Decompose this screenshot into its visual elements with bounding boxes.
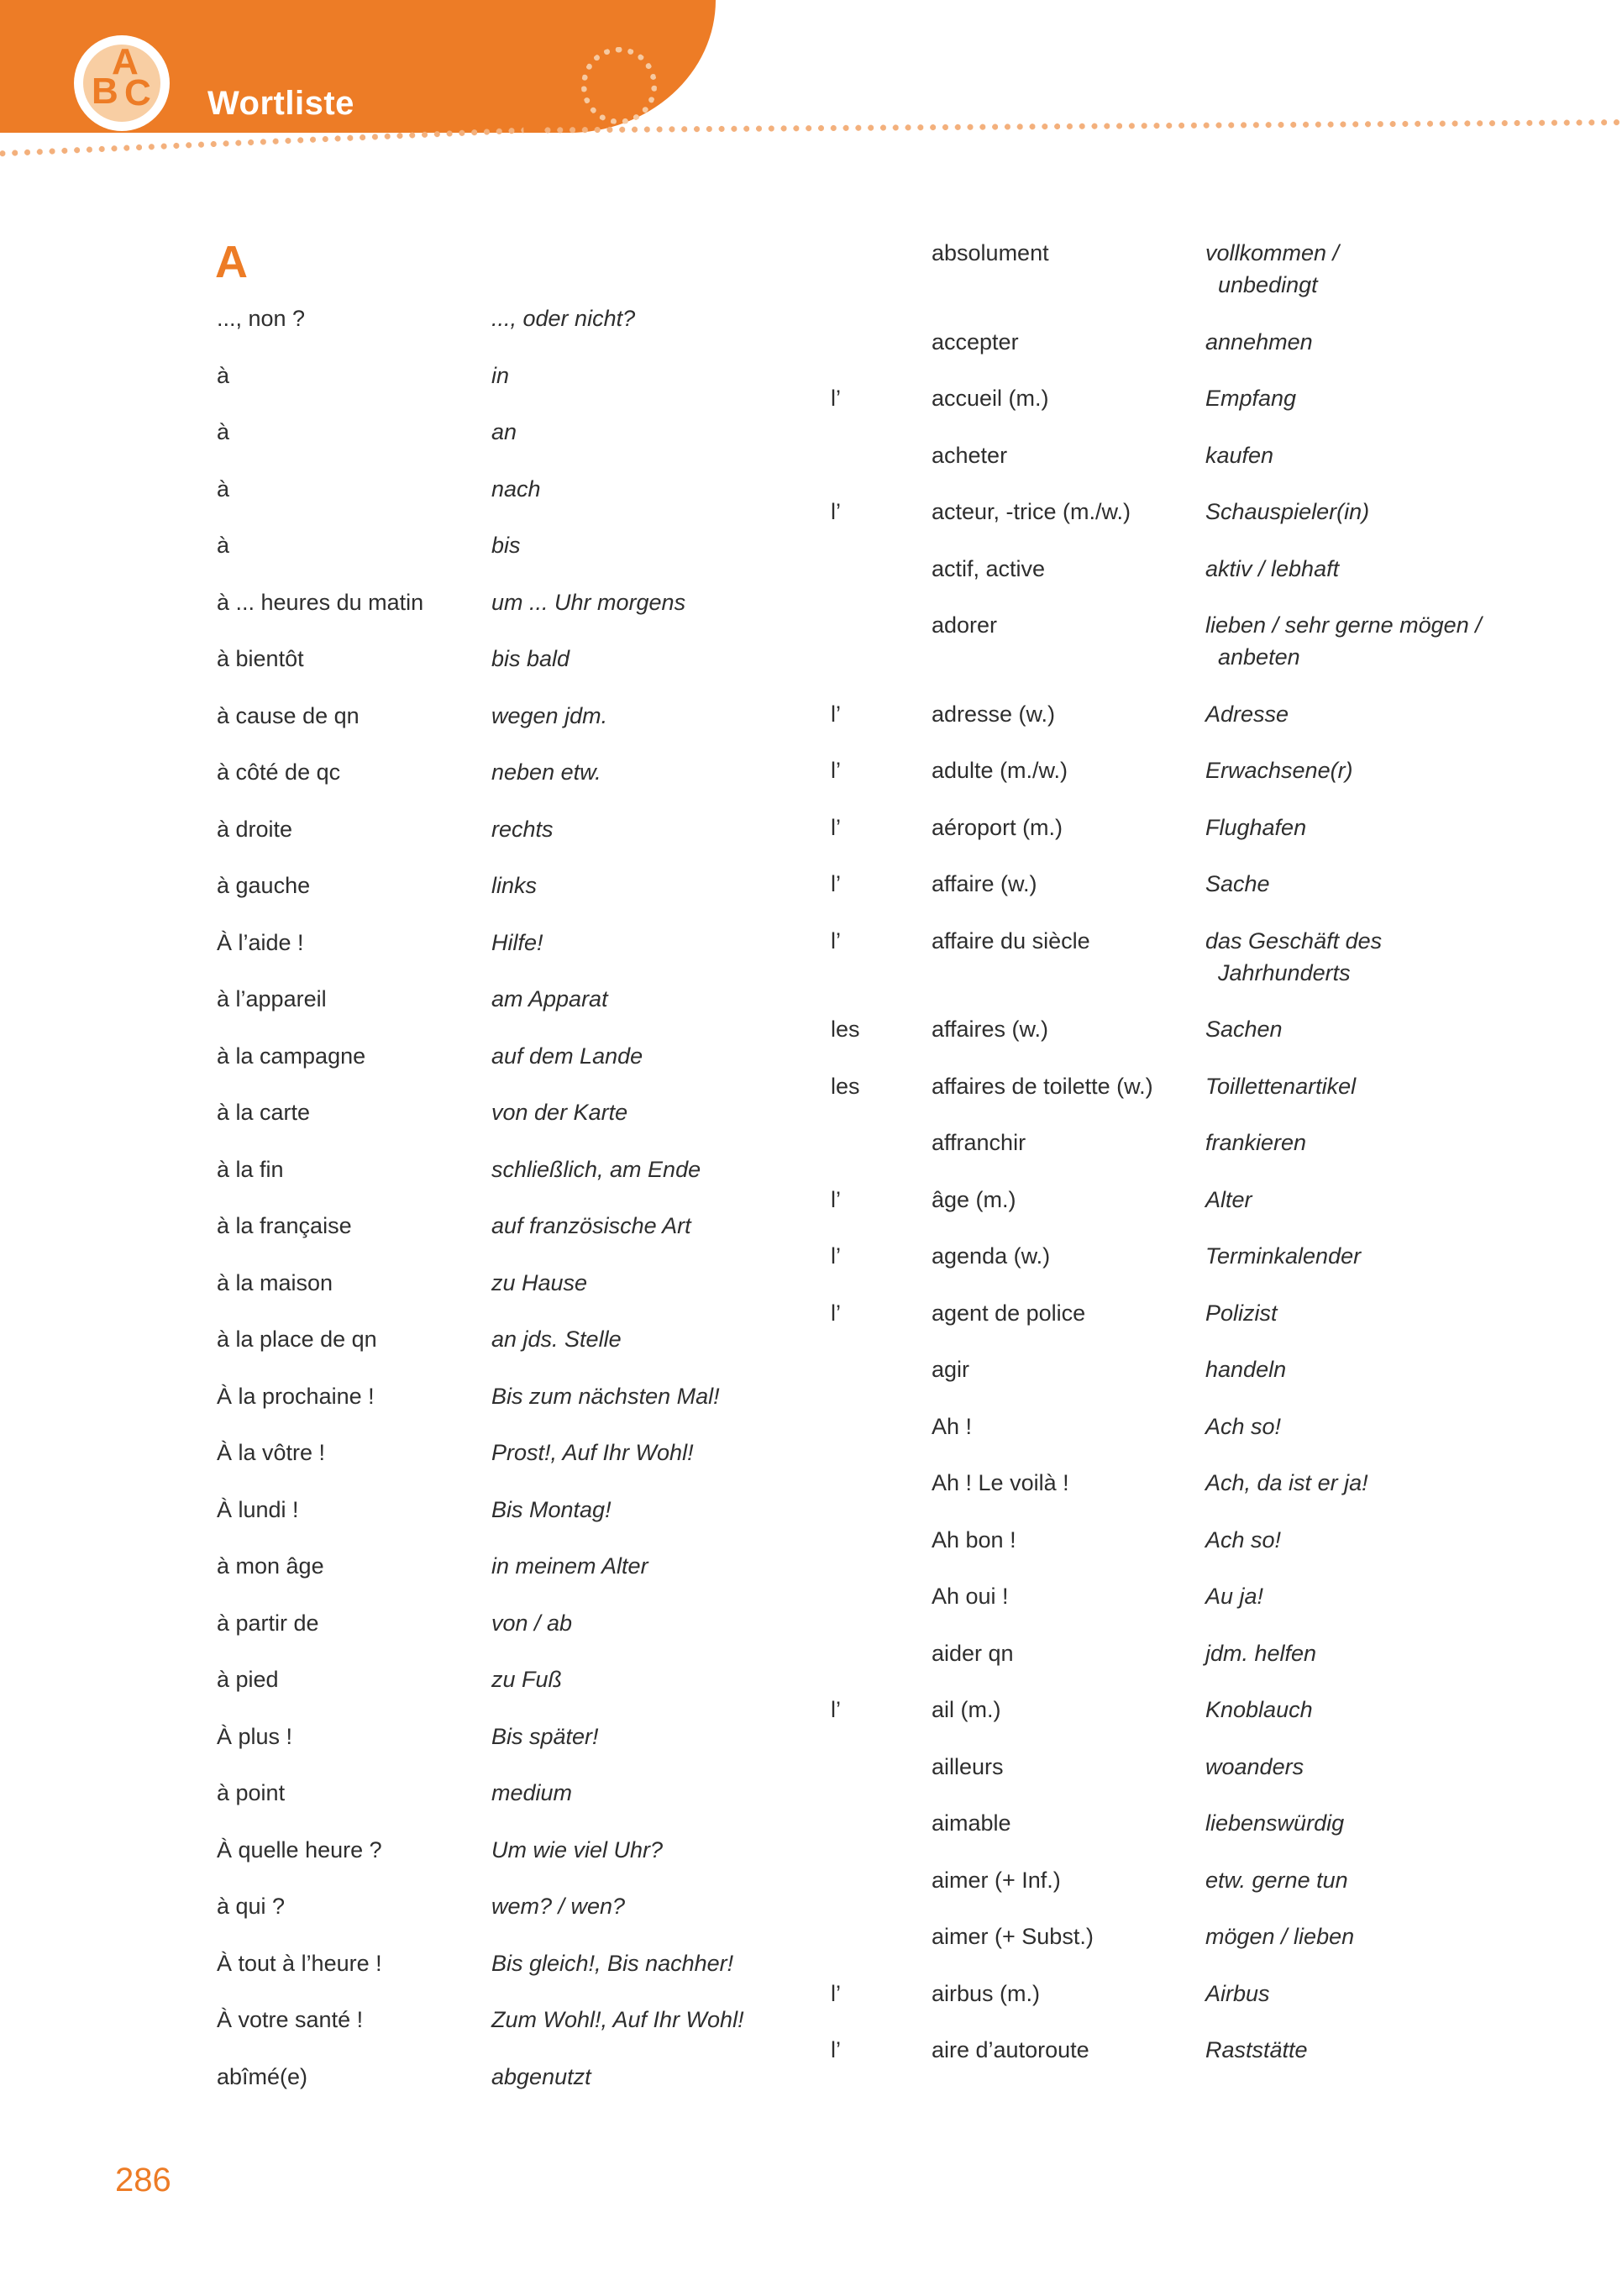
- french-term: À la prochaine !: [217, 1383, 375, 1409]
- vocab-row: [831, 1467, 1622, 1499]
- french-term: à droite: [217, 816, 293, 842]
- french-term: adorer: [932, 612, 998, 638]
- article-cell: l’: [831, 927, 841, 954]
- section-letter-heading: A: [215, 237, 248, 287]
- german-translation: ..., oder nicht?: [491, 306, 636, 331]
- french-term: affranchir: [932, 1130, 1026, 1155]
- german-translation: liebenswürdig: [1205, 1810, 1345, 1836]
- badge-letter-b: B: [92, 71, 118, 112]
- french-term: Ah oui !: [932, 1584, 1009, 1609]
- french-term: ..., non ?: [217, 306, 306, 331]
- article-cell: l’: [831, 758, 841, 783]
- german-translation: Bis gleich!, Bis nachher!: [491, 1950, 734, 1976]
- french-term: à gauche: [217, 873, 311, 898]
- german-translation: medium: [491, 1780, 573, 1805]
- german-translation: abgenutzt: [491, 2063, 591, 2089]
- vocab-row: [831, 1920, 1622, 1952]
- badge-letter-a: A: [112, 41, 139, 82]
- vocab-row: [217, 700, 813, 732]
- vocab-row: [217, 360, 813, 391]
- french-term: à bientôt: [217, 646, 304, 671]
- vocab-row: [831, 1751, 1622, 1783]
- vocab-row: [831, 754, 1622, 786]
- german-translation: neben etw.: [491, 759, 601, 785]
- vocab-row: [217, 1777, 813, 1809]
- french-term: affaires de toilette (w.): [932, 1073, 1153, 1099]
- german-translation: Bis Montag!: [491, 1496, 612, 1522]
- vocab-row: [831, 237, 1622, 301]
- german-translation: lieben / sehr gerne mögen / anbeten: [1205, 612, 1482, 670]
- vocab-row: [831, 1411, 1622, 1442]
- french-term: aimer (+ Subst.): [932, 1924, 1094, 1949]
- vocab-row: [217, 586, 813, 618]
- german-translation: frankieren: [1205, 1130, 1307, 1155]
- german-translation: bis: [491, 533, 521, 558]
- german-translation: wegen jdm.: [491, 702, 608, 728]
- vocab-row: [831, 1240, 1622, 1272]
- vocab-row: [217, 1721, 813, 1752]
- french-term: à la maison: [217, 1269, 333, 1295]
- german-translation: kaufen: [1205, 442, 1274, 468]
- german-translation: schließlich, am Ende: [491, 1156, 701, 1182]
- german-translation: Toillettenartikel: [1205, 1073, 1357, 1099]
- vocab-row: [831, 925, 1622, 989]
- german-translation: Raststätte: [1205, 2037, 1308, 2062]
- german-translation: Sache: [1205, 871, 1270, 896]
- article-cell: l’: [831, 499, 841, 524]
- german-translation: auf französische Art: [491, 1213, 691, 1238]
- french-term: abîmé(e): [217, 2063, 308, 2089]
- dotted-loop-icon: [581, 47, 657, 124]
- german-translation: Adresse: [1205, 701, 1289, 727]
- german-translation: das Geschäft des Jahrhunderts: [1205, 927, 1383, 985]
- vocab-row: [831, 1524, 1622, 1556]
- dotted-line-right: [542, 119, 1622, 134]
- german-translation: rechts: [491, 816, 554, 842]
- vocab-row: [217, 1096, 813, 1128]
- vocab-row: [831, 1580, 1622, 1612]
- french-term: agent de police: [932, 1300, 1086, 1326]
- german-translation: jdm. helfen: [1205, 1640, 1317, 1666]
- french-term: à: [217, 419, 230, 444]
- french-term: affaires (w.): [932, 1017, 1049, 1042]
- french-term: affaire (w.): [932, 871, 1037, 896]
- german-translation: woanders: [1205, 1753, 1304, 1779]
- german-translation: Flughafen: [1205, 814, 1307, 840]
- vocab-row: [831, 1070, 1622, 1102]
- french-term: à: [217, 533, 230, 558]
- french-term: actif, active: [932, 555, 1046, 581]
- vocab-row: [217, 1550, 813, 1582]
- vocab-row: [217, 1494, 813, 1526]
- french-term: À la vôtre !: [217, 1440, 326, 1465]
- german-translation: bis bald: [491, 646, 570, 671]
- german-translation: Um wie viel Uhr?: [491, 1836, 664, 1863]
- german-translation: handeln: [1205, 1357, 1287, 1382]
- vocab-row: [831, 326, 1622, 358]
- vocab-row: [217, 1607, 813, 1639]
- article-cell: l’: [831, 1243, 841, 1269]
- french-term: aimer (+ Inf.): [932, 1867, 1061, 1893]
- german-translation: Polizist: [1205, 1300, 1278, 1326]
- german-translation: Zum Wohl!, Auf Ihr Wohl!: [491, 2007, 744, 2032]
- french-term: À lundi !: [217, 1496, 299, 1522]
- german-translation: an: [491, 419, 517, 444]
- vocab-row: [217, 1267, 813, 1299]
- french-term: agir: [932, 1357, 970, 1382]
- article-cell: l’: [831, 814, 841, 840]
- german-translation: mögen / lieben: [1205, 1924, 1355, 1949]
- french-term: agenda (w.): [932, 1243, 1051, 1269]
- vocab-row: [831, 1297, 1622, 1329]
- vocab-row: [217, 2004, 813, 2036]
- german-translation: Knoblauch: [1205, 1697, 1313, 1722]
- vocab-row: [831, 2034, 1622, 2066]
- vocab-row: [831, 868, 1622, 900]
- german-translation: Ach so!: [1205, 1413, 1282, 1439]
- vocab-row: [831, 1864, 1622, 1896]
- german-translation: vollkommen / unbedingt: [1205, 240, 1340, 297]
- german-translation: in meinem Alter: [491, 1553, 648, 1579]
- vocab-row: [217, 1380, 813, 1412]
- vocab-row: [217, 643, 813, 675]
- vocab-row: [217, 756, 813, 788]
- article-cell: l’: [831, 1186, 841, 1212]
- vocab-row: [217, 927, 813, 959]
- vocab-row: [831, 1013, 1622, 1045]
- german-translation: Erwachsene(r): [1205, 758, 1353, 783]
- french-term: Ah bon !: [932, 1526, 1016, 1553]
- article-cell: les: [831, 1017, 860, 1042]
- vocab-row: [217, 1663, 813, 1695]
- french-term: airbus (m.): [932, 1980, 1041, 2006]
- german-translation: Ach so!: [1205, 1526, 1282, 1553]
- german-translation: links: [491, 873, 538, 898]
- german-translation: Prost!, Auf Ihr Wohl!: [491, 1440, 694, 1465]
- vocab-row: [831, 1353, 1622, 1385]
- vocab-row: [831, 1807, 1622, 1839]
- french-term: à la place de qn: [217, 1327, 377, 1352]
- vocab-row: [831, 609, 1622, 673]
- french-term: à cause de qn: [217, 702, 360, 728]
- french-term: acheter: [932, 442, 1008, 468]
- german-translation: aktiv / lebhaft: [1205, 555, 1340, 581]
- vocab-row: [831, 1127, 1622, 1159]
- german-translation: etw. gerne tun: [1205, 1867, 1348, 1893]
- vocab-column-left: [217, 302, 813, 2117]
- french-term: à la campagne: [217, 1043, 366, 1069]
- article-cell: l’: [831, 1697, 841, 1722]
- vocab-row: [831, 1694, 1622, 1726]
- vocab-row: [831, 698, 1622, 730]
- badge-letter-c: C: [124, 72, 151, 113]
- vocab-row: [831, 553, 1622, 585]
- french-term: à pied: [217, 1667, 279, 1692]
- french-term: à la carte: [217, 1100, 311, 1125]
- french-term: Ah ! Le voilà !: [932, 1470, 1069, 1495]
- article-cell: l’: [831, 701, 841, 727]
- french-term: adulte (m./w.): [932, 758, 1068, 783]
- vocab-row: [217, 1890, 813, 1922]
- vocab-row: [217, 529, 813, 561]
- german-translation: auf dem Lande: [491, 1043, 643, 1069]
- article-cell: l’: [831, 386, 841, 411]
- french-term: ail (m.): [932, 1697, 1001, 1722]
- german-translation: von der Karte: [491, 1100, 628, 1125]
- french-term: À plus !: [217, 1723, 293, 1749]
- vocab-row: [217, 870, 813, 901]
- german-translation: Au ja!: [1205, 1584, 1264, 1609]
- vocab-row: [217, 983, 813, 1015]
- french-term: à point: [217, 1780, 286, 1805]
- vocab-column-right: [831, 237, 1622, 2091]
- vocab-row: [831, 1184, 1622, 1216]
- french-term: à l’appareil: [217, 986, 327, 1011]
- article-cell: l’: [831, 1300, 841, 1326]
- german-translation: in: [491, 362, 510, 388]
- german-translation: Schauspieler(in): [1205, 499, 1370, 524]
- german-translation: Bis zum nächsten Mal!: [491, 1383, 720, 1409]
- german-translation: am Apparat: [491, 986, 608, 1011]
- vocab-row: [217, 1323, 813, 1355]
- french-term: À l’aide !: [217, 929, 304, 955]
- vocab-row: [831, 1637, 1622, 1669]
- french-term: âge (m.): [932, 1186, 1016, 1212]
- article-cell: l’: [831, 1980, 841, 2006]
- german-translation: an jds. Stelle: [491, 1327, 622, 1352]
- vocab-row: [217, 813, 813, 845]
- french-term: à mon âge: [217, 1553, 324, 1579]
- french-term: à la française: [217, 1213, 352, 1238]
- french-term: accueil (m.): [932, 386, 1049, 411]
- german-translation: Empfang: [1205, 386, 1297, 411]
- article-cell: l’: [831, 871, 841, 896]
- vocab-row: [831, 382, 1622, 414]
- german-translation: nach: [491, 475, 541, 502]
- french-term: acteur, -trice (m./w.): [932, 499, 1131, 524]
- vocab-row: [831, 812, 1622, 843]
- german-translation: Hilfe!: [491, 929, 543, 955]
- vocab-row: [217, 1153, 813, 1185]
- german-translation: annehmen: [1205, 328, 1313, 355]
- german-translation: um ... Uhr morgens: [491, 589, 686, 615]
- vocab-row: [217, 1834, 813, 1866]
- german-translation: wem? / wen?: [491, 1894, 626, 1919]
- french-term: à qui ?: [217, 1894, 286, 1919]
- vocab-row: [217, 2061, 813, 2093]
- french-term: à: [217, 475, 230, 502]
- french-term: aire d’autoroute: [932, 2037, 1089, 2062]
- german-translation: zu Hause: [491, 1269, 588, 1295]
- french-term: absolument: [932, 240, 1049, 265]
- article-cell: les: [831, 1073, 860, 1099]
- french-term: aéroport (m.): [932, 814, 1063, 840]
- french-term: aider qn: [932, 1640, 1014, 1666]
- german-translation: Ach, da ist er ja!: [1205, 1470, 1368, 1495]
- german-translation: zu Fuß: [491, 1667, 563, 1692]
- french-term: accepter: [932, 328, 1019, 355]
- vocab-row: [217, 1210, 813, 1242]
- french-term: ailleurs: [932, 1753, 1004, 1779]
- french-term: à côté de qc: [217, 759, 341, 785]
- french-term: à partir de: [217, 1610, 319, 1636]
- vocab-row: [217, 1437, 813, 1468]
- vocab-row: [831, 496, 1622, 528]
- vocab-row: [217, 416, 813, 448]
- french-term: Ah !: [932, 1413, 973, 1439]
- german-translation: Bis später!: [491, 1723, 599, 1749]
- german-translation: Terminkalender: [1205, 1243, 1362, 1269]
- french-term: À votre santé !: [217, 2007, 364, 2032]
- french-term: à: [217, 362, 230, 388]
- french-term: À quelle heure ?: [217, 1836, 382, 1863]
- french-term: adresse (w.): [932, 701, 1056, 727]
- german-translation: Sachen: [1205, 1017, 1283, 1042]
- vocab-row: [831, 439, 1622, 471]
- french-term: affaire du siècle: [932, 927, 1090, 954]
- page-number: 286: [115, 2162, 171, 2199]
- vocab-row: [831, 1978, 1622, 2010]
- page-title: Wortliste: [207, 85, 354, 122]
- abc-badge-icon: [74, 35, 170, 131]
- vocab-row: [217, 473, 813, 505]
- german-translation: Alter: [1205, 1186, 1252, 1212]
- vocab-row: [217, 1040, 813, 1072]
- article-cell: l’: [831, 2037, 841, 2062]
- french-term: à ... heures du matin: [217, 589, 424, 615]
- french-term: à la fin: [217, 1156, 284, 1182]
- german-translation: Airbus: [1205, 1980, 1270, 2006]
- vocab-row: [217, 302, 813, 334]
- french-term: aimable: [932, 1810, 1011, 1836]
- french-term: À tout à l’heure !: [217, 1950, 382, 1976]
- vocab-row: [217, 1947, 813, 1979]
- german-translation: von / ab: [491, 1610, 573, 1636]
